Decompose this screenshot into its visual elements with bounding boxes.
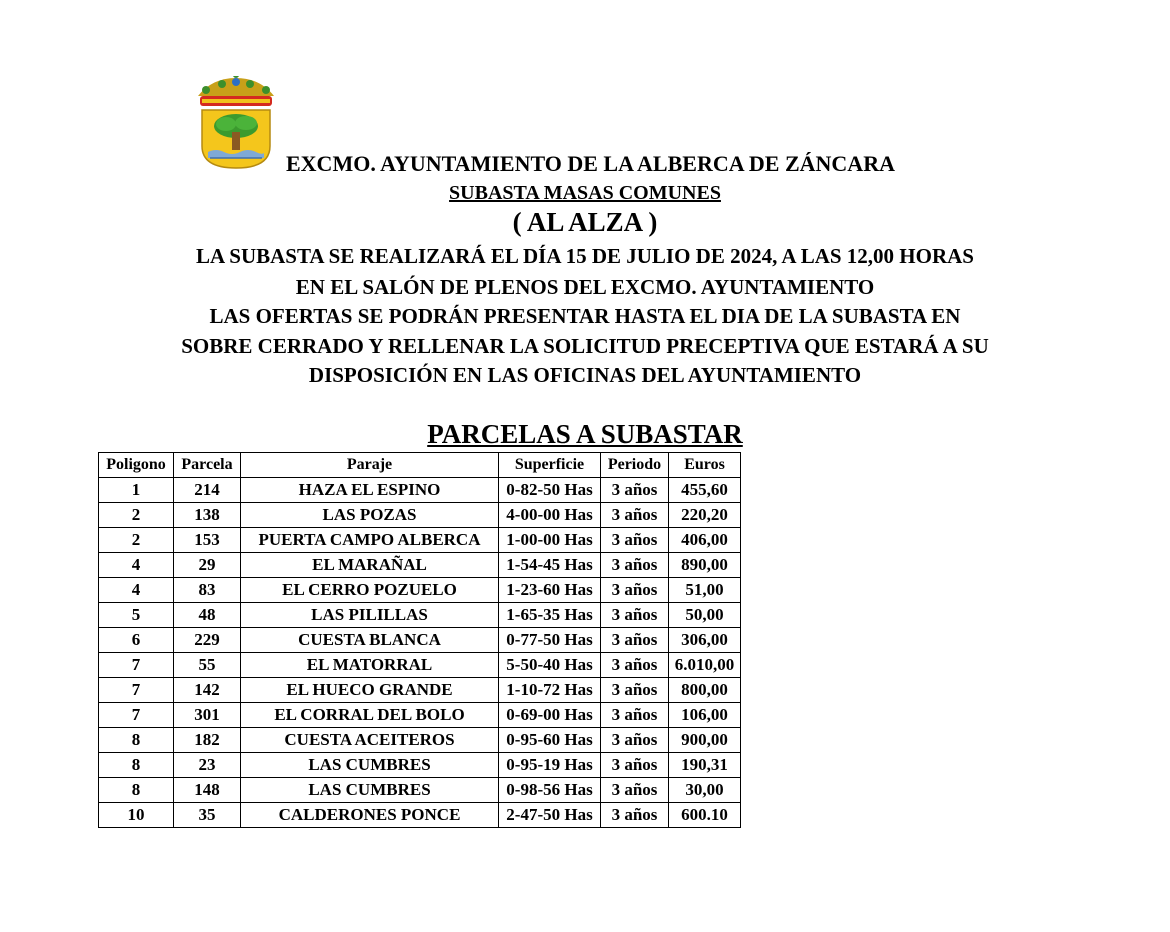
table-cell: 0-98-56 Has — [499, 778, 601, 803]
table-cell: 455,60 — [669, 478, 741, 503]
table-cell: 2-47-50 Has — [499, 803, 601, 828]
table-cell: 8 — [99, 778, 174, 803]
table-cell: 8 — [99, 753, 174, 778]
table-cell: 3 años — [601, 528, 669, 553]
table-cell: 0-82-50 Has — [499, 478, 601, 503]
table-cell: 55 — [174, 653, 241, 678]
table-cell: 182 — [174, 728, 241, 753]
table-title: PARCELAS A SUBASTAR — [427, 419, 743, 449]
table-cell: 229 — [174, 628, 241, 653]
notice-line: LAS OFERTAS SE PODRÁN PRESENTAR HASTA EL DIA DE LA SUBASTA EN — [209, 304, 961, 328]
table-cell: 30,00 — [669, 778, 741, 803]
table-cell: 23 — [174, 753, 241, 778]
table-cell: 220,20 — [669, 503, 741, 528]
table-cell: LAS CUMBRES — [241, 778, 499, 803]
table-cell: 3 años — [601, 478, 669, 503]
table-cell: 153 — [174, 528, 241, 553]
column-header: Parcela — [174, 453, 241, 478]
table-row — [99, 578, 741, 603]
table-cell: EL CORRAL DEL BOLO — [241, 703, 499, 728]
table-cell: 50,00 — [669, 603, 741, 628]
table-row — [99, 728, 741, 753]
table-cell: 29 — [174, 553, 241, 578]
table-cell: 7 — [99, 678, 174, 703]
table-cell: 406,00 — [669, 528, 741, 553]
table-cell: 2 — [99, 503, 174, 528]
auction-mode: ( AL ALZA ) — [512, 207, 658, 237]
table-cell: 214 — [174, 478, 241, 503]
table-cell: 5 — [99, 603, 174, 628]
column-header: Paraje — [241, 453, 499, 478]
table-header-row — [99, 453, 741, 478]
table-cell: 7 — [99, 703, 174, 728]
table-cell: 3 años — [601, 803, 669, 828]
table-cell: 3 años — [601, 678, 669, 703]
table-cell: 3 años — [601, 553, 669, 578]
table-cell: 3 años — [601, 603, 669, 628]
auction-subtitle: SUBASTA MASAS COMUNES — [449, 182, 721, 204]
table-cell: 142 — [174, 678, 241, 703]
table-cell: CUESTA ACEITEROS — [241, 728, 499, 753]
column-header: Periodo — [601, 453, 669, 478]
table-cell: 3 años — [601, 778, 669, 803]
table-cell: 83 — [174, 578, 241, 603]
table-cell: 10 — [99, 803, 174, 828]
organization-name: EXCMO. AYUNTAMIENTO DE LA ALBERCA DE ZÁNCARA — [286, 151, 895, 176]
parcels-table — [98, 452, 741, 828]
table-cell: LAS CUMBRES — [241, 753, 499, 778]
table-cell: PUERTA CAMPO ALBERCA — [241, 528, 499, 553]
table-cell: 1-10-72 Has — [499, 678, 601, 703]
table-cell: 3 años — [601, 728, 669, 753]
table-cell: 306,00 — [669, 628, 741, 653]
table-row — [99, 503, 741, 528]
table-cell: 0-95-60 Has — [499, 728, 601, 753]
table-cell: 106,00 — [669, 703, 741, 728]
table-cell: EL MATORRAL — [241, 653, 499, 678]
table-cell: 3 años — [601, 703, 669, 728]
table-cell: 138 — [174, 503, 241, 528]
table-row — [99, 703, 741, 728]
table-cell: 4 — [99, 553, 174, 578]
notice-line: LA SUBASTA SE REALIZARÁ EL DÍA 15 DE JULIO DE 2024, A LAS 12,00 HORAS — [196, 244, 974, 268]
table-cell: 5-50-40 Has — [499, 653, 601, 678]
table-cell: 1-23-60 Has — [499, 578, 601, 603]
table-cell: 1-00-00 Has — [499, 528, 601, 553]
table-cell: HAZA EL ESPINO — [241, 478, 499, 503]
table-row — [99, 528, 741, 553]
table-cell: 800,00 — [669, 678, 741, 703]
table-row — [99, 803, 741, 828]
table-cell: 190,31 — [669, 753, 741, 778]
column-header: Euros — [669, 453, 741, 478]
table-row — [99, 478, 741, 503]
table-cell: 1 — [99, 478, 174, 503]
table-cell: 7 — [99, 653, 174, 678]
table-cell: LAS PILILLAS — [241, 603, 499, 628]
notice-line: SOBRE CERRADO Y RELLENAR LA SOLICITUD PRECEPTIVA QUE ESTARÁ A SU — [181, 334, 989, 358]
municipal-coat-of-arms — [192, 76, 280, 170]
table-cell: 4-00-00 Has — [499, 503, 601, 528]
table-cell: 0-95-19 Has — [499, 753, 601, 778]
table-cell: 6.010,00 — [669, 653, 741, 678]
table-row — [99, 653, 741, 678]
table-cell: EL MARAÑAL — [241, 553, 499, 578]
column-header: Poligono — [99, 453, 174, 478]
table-row — [99, 553, 741, 578]
table-cell: 35 — [174, 803, 241, 828]
table-cell: CALDERONES PONCE — [241, 803, 499, 828]
table-cell: 3 años — [601, 578, 669, 603]
table-cell: 301 — [174, 703, 241, 728]
notice-line: EN EL SALÓN DE PLENOS DEL EXCMO. AYUNTAMIENTO — [295, 275, 875, 299]
table-cell: EL HUECO GRANDE — [241, 678, 499, 703]
table-cell: 1-65-35 Has — [499, 603, 601, 628]
table-row — [99, 628, 741, 653]
table-cell: 3 años — [601, 653, 669, 678]
table-cell: 4 — [99, 578, 174, 603]
table-cell: 3 años — [601, 503, 669, 528]
table-cell: 2 — [99, 528, 174, 553]
table-cell: 3 años — [601, 628, 669, 653]
table-cell: 3 años — [601, 753, 669, 778]
table-cell: 148 — [174, 778, 241, 803]
table-cell: EL CERRO POZUELO — [241, 578, 499, 603]
table-row — [99, 753, 741, 778]
table-cell: 6 — [99, 628, 174, 653]
table-cell: 1-54-45 Has — [499, 553, 601, 578]
table-row — [99, 678, 741, 703]
table-cell: 890,00 — [669, 553, 741, 578]
table-cell: CUESTA BLANCA — [241, 628, 499, 653]
table-cell: 600.10 — [669, 803, 741, 828]
notice-line: DISPOSICIÓN EN LAS OFICINAS DEL AYUNTAMIENTO — [308, 363, 862, 387]
column-header: Superficie — [499, 453, 601, 478]
table-cell: LAS POZAS — [241, 503, 499, 528]
table-cell: 51,00 — [669, 578, 741, 603]
table-cell: 0-77-50 Has — [499, 628, 601, 653]
table-cell: 8 — [99, 728, 174, 753]
table-cell: 48 — [174, 603, 241, 628]
table-cell: 900,00 — [669, 728, 741, 753]
table-row — [99, 778, 741, 803]
table-row — [99, 603, 741, 628]
table-cell: 0-69-00 Has — [499, 703, 601, 728]
